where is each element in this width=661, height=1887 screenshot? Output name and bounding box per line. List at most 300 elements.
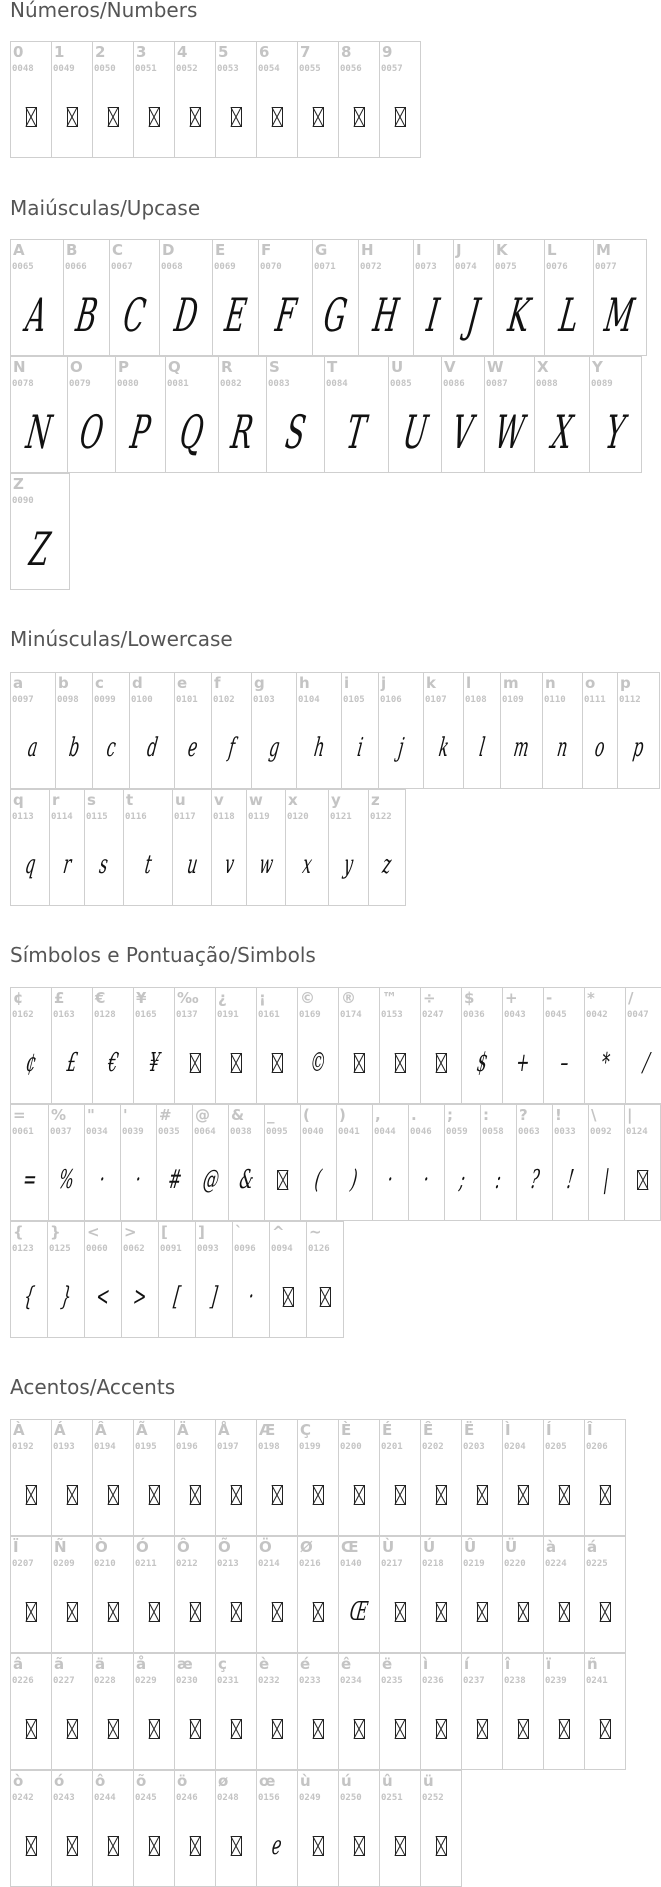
glyph-code-label: 0043 [504,1010,526,1020]
glyph-code-label: 0075 [495,262,517,272]
section-title-numbers: Números/Numbers [10,0,198,22]
glyph-code-label: 0093 [197,1244,219,1254]
glyph-sample-text: · [133,1164,144,1195]
glyph-code-label: 0074 [455,262,477,272]
glyph-code-label: 0248 [217,1793,239,1803]
glyph-character-label: & [231,1106,245,1124]
glyph-code-label: 0040 [302,1127,324,1137]
glyph-sample-text: = [20,1164,39,1195]
glyph-character-label: ã [54,1655,65,1673]
glyph-code-label: 0237 [463,1676,485,1686]
glyph-cell [544,239,594,356]
missing-glyph-icon [11,1805,51,1886]
glyph-character-label: ™ [382,989,397,1007]
glyph-sample [85,1256,121,1337]
glyph-code-label: 0234 [340,1676,362,1686]
glyph-code-label: 0211 [135,1559,157,1569]
glyph-code-label: 0226 [12,1676,34,1686]
glyph-sample [545,274,593,355]
glyph-sample [544,1022,584,1103]
missing-glyph-box-icon [231,1602,242,1622]
glyph-cell [420,987,462,1104]
glyph-code-label: 0045 [545,1010,567,1020]
glyph-sample-text: $ [474,1047,490,1078]
glyph-character-label: - [546,989,553,1007]
missing-glyph-box-icon [436,1719,447,1739]
glyph-sample-text: h [311,732,327,763]
glyph-sample [122,1256,158,1337]
glyph-character-label: ^ [272,1223,285,1241]
glyph-code-label: 0100 [131,695,153,705]
glyph-cell [10,1419,52,1536]
glyph-character-label: _ [267,1106,275,1124]
missing-glyph-box-icon [518,1485,529,1505]
glyph-code-label: 0061 [12,1127,34,1137]
missing-glyph-icon [421,1022,461,1103]
glyph-character-label: F [261,241,272,259]
glyph-cell [324,356,389,473]
glyph-sample [233,1256,269,1337]
glyph-sample [213,274,258,355]
glyph-row [10,789,406,906]
glyph-cell [502,1653,544,1770]
glyph-sample-text: w [257,849,275,880]
glyph-cell [500,672,543,789]
glyph-cell [10,1653,52,1770]
glyph-sample-text: J [464,287,483,342]
glyph-character-label: n [545,674,556,692]
missing-glyph-icon [52,1805,92,1886]
glyph-sample-text: # [165,1164,184,1195]
glyph-character-label: Ô [177,1538,190,1556]
glyph-cell [338,41,380,158]
glyph-character-label: ~ [309,1223,322,1241]
glyph-sample [297,707,341,788]
glyph-code-label: 0097 [12,695,34,705]
glyph-code-label: 0198 [258,1442,280,1452]
missing-glyph-icon [11,1571,51,1652]
glyph-sample [52,1022,92,1103]
glyph-sample-text: Q [176,404,208,459]
glyph-sample [590,391,641,472]
glyph-character-label: f [214,674,221,692]
glyph-cell [379,1653,421,1770]
glyph-code-label: 0078 [12,379,34,389]
glyph-character-label: K [496,241,508,259]
glyph-cell [133,41,175,158]
missing-glyph-box-icon [436,1602,447,1622]
missing-glyph-box-icon [108,1485,119,1505]
glyph-cell [174,672,212,789]
glyph-character-label: b [58,674,69,692]
glyph-code-label: 0228 [94,1676,116,1686]
glyph-sample [173,824,211,905]
glyph-cell [388,356,442,473]
glyph-character-label: û [382,1772,393,1790]
glyph-cell [378,672,424,789]
missing-glyph-box-icon [320,1287,331,1307]
missing-glyph-icon [134,1571,174,1652]
glyph-cell [10,1221,48,1338]
glyph-code-label: 0126 [308,1244,330,1254]
glyph-cell [493,239,545,356]
glyph-character-label: S [269,358,280,376]
glyph-row [10,987,661,1104]
glyph-character-label: H [361,241,374,259]
glyph-code-label: 0209 [53,1559,75,1569]
glyph-cell [211,672,252,789]
glyph-cell [115,356,166,473]
missing-glyph-box-icon [395,107,406,127]
glyph-cell [55,672,93,789]
glyph-sample-text: € [105,1047,121,1078]
glyph-cell [584,987,626,1104]
missing-glyph-box-icon [272,1602,283,1622]
glyph-code-label: 0083 [268,379,290,389]
glyph-code-label: 0243 [53,1793,75,1803]
glyph-cell [256,1419,298,1536]
missing-glyph-icon [339,1688,379,1769]
glyph-code-label: 0121 [330,812,352,822]
missing-glyph-icon [175,1454,215,1535]
missing-glyph-box-icon [231,1485,242,1505]
glyph-character-label: z [371,791,380,809]
glyph-code-label: 0071 [314,262,336,272]
glyph-character-label: Á [54,1421,66,1439]
glyph-cell [10,41,52,158]
glyph-code-label: 0042 [586,1010,608,1020]
glyph-cell [502,1419,544,1536]
glyph-sample [121,1139,156,1220]
glyph-character-label: M [596,241,611,259]
glyph-character-label: @ [195,1106,210,1124]
glyph-sample [329,824,368,905]
missing-glyph-box-icon [149,1602,160,1622]
glyph-cell [420,1653,462,1770]
missing-glyph-box-icon [190,1485,201,1505]
glyph-character-label: a [13,674,24,692]
glyph-cell [285,789,329,906]
glyph-cell [312,239,359,356]
missing-glyph-icon [544,1571,584,1652]
glyph-character-label: â [13,1655,24,1673]
missing-glyph-box-icon [190,1053,201,1073]
glyph-sample-text: o [593,732,607,763]
glyph-sample-text: x [300,849,314,880]
missing-glyph-icon [339,1454,379,1535]
glyph-code-label: 0076 [546,262,568,272]
glyph-sample [85,824,123,905]
missing-glyph-icon [339,1805,379,1886]
glyph-code-label: 0046 [410,1127,432,1137]
glyph-character-label: Ú [423,1538,436,1556]
glyph-code-label: 0062 [123,1244,145,1254]
glyph-cell [413,239,454,356]
glyph-sample [93,1022,133,1103]
missing-glyph-box-icon [190,1836,201,1856]
glyph-cell [51,1536,93,1653]
glyph-sample-text: R [228,404,257,459]
glyph-sample-text: ¢ [23,1047,39,1078]
glyph-sample [68,391,115,472]
glyph-code-label: 0072 [360,262,382,272]
missing-glyph-box-icon [108,1719,119,1739]
glyph-code-label: 0116 [125,812,147,822]
glyph-code-label: 0096 [234,1244,256,1254]
glyph-character-label: ñ [587,1655,598,1673]
glyph-sample [424,707,463,788]
glyph-sample-text: | [601,1164,612,1195]
glyph-code-label: 0193 [53,1442,75,1452]
glyph-sample [535,391,589,472]
glyph-sample-text: · [385,1164,396,1195]
glyph-cell [328,789,369,906]
glyph-sample-text: z [380,849,394,880]
glyph-character-label: y [331,791,341,809]
glyph-code-label: 0251 [381,1793,403,1803]
glyph-cell [420,1770,462,1887]
glyph-sample [259,274,312,355]
glyph-cell [84,1221,122,1338]
glyph-cell [617,672,660,789]
glyph-sample-text: ! [565,1164,576,1195]
glyph-sample-text: f [226,732,237,763]
glyph-character-label: Z [13,475,24,493]
glyph-code-label: 0115 [86,812,108,822]
glyph-code-label: 0194 [94,1442,116,1452]
glyph-code-label: 0220 [504,1559,526,1569]
missing-glyph-box-icon [354,1719,365,1739]
missing-glyph-icon [298,76,338,157]
glyph-code-label: 0216 [299,1559,321,1569]
glyph-character-label: + [505,989,518,1007]
missing-glyph-box-icon [272,1485,283,1505]
missing-glyph-icon [134,76,174,157]
glyph-cell [92,1653,134,1770]
glyph-character-label: { [13,1223,24,1241]
glyph-character-label: ; [447,1106,453,1124]
glyph-code-label: 0137 [176,1010,198,1020]
glyph-character-label: O [70,358,83,376]
glyph-code-label: 0065 [12,262,34,272]
glyph-sample-text: ¥ [146,1047,162,1078]
glyph-sample [325,391,388,472]
glyph-code-label: 0039 [122,1127,144,1137]
glyph-character-label: © [300,989,315,1007]
glyph-sample-text: m [511,732,532,763]
glyph-code-label: 0212 [176,1559,198,1569]
glyph-code-label: 0124 [626,1127,648,1137]
missing-glyph-icon [257,1022,297,1103]
glyph-code-label: 0247 [422,1010,444,1020]
glyph-cell [463,672,501,789]
missing-glyph-box-icon [149,107,160,127]
missing-glyph-icon [11,1688,51,1769]
glyph-code-label: 0094 [271,1244,293,1254]
glyph-code-label: 0050 [94,64,116,74]
glyph-sample-text: W [491,404,528,459]
glyph-sample [389,391,441,472]
glyph-cell [408,1104,445,1221]
glyph-sample [11,1139,48,1220]
missing-glyph-box-icon [67,107,78,127]
missing-glyph-icon [216,1454,256,1535]
glyph-character-label: [ [161,1223,168,1241]
glyph-cell [358,239,414,356]
glyph-sample [175,707,211,788]
missing-glyph-box-icon [190,107,201,127]
glyph-character-label: À [13,1421,25,1439]
glyph-cell [174,1536,216,1653]
glyph-code-label: 0059 [446,1127,468,1137]
glyph-cell [461,987,503,1104]
glyph-character-label: ' [123,1106,128,1124]
glyph-cell [441,356,485,473]
glyph-sample-text: O [76,404,107,459]
glyph-character-label: V [444,358,456,376]
missing-glyph-icon [503,1571,543,1652]
glyph-cell [444,1104,481,1221]
missing-glyph-icon [421,1805,461,1886]
glyph-sample-text: g [266,732,282,763]
glyph-cell [379,1536,421,1653]
glyph-sample-text: ? [528,1164,541,1195]
glyph-character-label: < [87,1223,100,1241]
glyph-character-label: ú [341,1772,352,1790]
glyph-code-label: 0204 [504,1442,526,1452]
missing-glyph-box-icon [190,1719,201,1739]
glyph-cell [582,672,618,789]
glyph-character-label: 7 [300,43,311,61]
glyph-code-label: 0162 [12,1010,34,1020]
glyph-row [10,356,642,473]
glyph-character-label: > [124,1223,137,1241]
missing-glyph-icon [503,1688,543,1769]
glyph-character-label: E [215,241,226,259]
missing-glyph-box-icon [231,1836,242,1856]
glyph-cell [297,1653,339,1770]
glyph-sample-text: / [641,1047,651,1078]
glyph-cell [588,1104,625,1221]
missing-glyph-icon [503,1454,543,1535]
glyph-code-label: 0191 [217,1010,239,1020]
glyph-character-label: å [136,1655,147,1673]
glyph-sample [517,1139,552,1220]
glyph-cell [133,987,175,1104]
glyph-sample-text: T [343,404,370,459]
glyph-sample [494,274,544,355]
missing-glyph-box-icon [67,1836,78,1856]
glyph-sample [160,274,212,355]
missing-glyph-icon [298,1454,338,1535]
glyph-sample [196,1256,232,1337]
glyph-cell [423,672,464,789]
glyph-sample-text: X [548,404,576,459]
glyph-cell [624,1104,661,1221]
glyph-sample [50,824,84,905]
glyph-character-label: v [214,791,224,809]
glyph-character-label: 4 [177,43,188,61]
missing-glyph-box-icon [67,1602,78,1622]
glyph-character-label: Ä [177,1421,189,1439]
missing-glyph-box-icon [354,107,365,127]
glyph-character-label: Y [592,358,603,376]
glyph-sample [229,1139,264,1220]
glyph-sample-text: ; [457,1164,468,1195]
glyph-cell [453,239,494,356]
glyph-sample-text: b [66,732,82,763]
glyph-cell [51,987,93,1104]
glyph-cell [10,1536,52,1653]
glyph-cell [297,987,339,1104]
glyph-character-label: ô [95,1772,106,1790]
glyph-code-label: 0250 [340,1793,362,1803]
glyph-code-label: 0128 [94,1010,116,1020]
glyph-character-label: ) [339,1106,346,1124]
glyph-sample-text: k [436,732,451,763]
glyph-character-label: m [503,674,519,692]
missing-glyph-icon [462,1571,502,1652]
missing-glyph-box-icon [149,1719,160,1739]
glyph-cell [296,672,342,789]
glyph-sample-text: s [97,849,111,880]
glyph-sample [313,274,358,355]
glyph-cell [67,356,116,473]
glyph-character-label: W [487,358,504,376]
missing-glyph-icon [52,1454,92,1535]
glyph-character-label: Ò [95,1538,108,1556]
glyph-cell [264,1104,301,1221]
glyph-code-label: 0165 [135,1010,157,1020]
glyph-cell [502,1536,544,1653]
glyph-character-label: B [66,241,78,259]
glyph-cell [228,1104,265,1221]
missing-glyph-icon [216,1571,256,1652]
glyph-sample [585,1022,625,1103]
missing-glyph-box-icon [67,1719,78,1739]
glyph-code-label: 0095 [266,1127,288,1137]
glyph-sample-text: M [602,287,638,342]
glyph-sample-text: a [26,732,40,763]
glyph-code-label: 0112 [619,695,641,705]
glyph-character-label: Ö [259,1538,272,1556]
missing-glyph-icon [11,76,51,157]
glyph-character-label: è [259,1655,270,1673]
glyph-code-label: 0246 [176,1793,198,1803]
glyph-character-label: œ [259,1772,276,1790]
glyph-code-label: 0068 [161,262,183,272]
glyph-cell [297,41,339,158]
glyph-character-label: 1 [54,43,65,61]
missing-glyph-icon [93,76,133,157]
glyph-character-label: ù [300,1772,311,1790]
glyph-sample [339,1571,379,1652]
glyph-cell [516,1104,553,1221]
section-title-lowercase: Minúsculas/Lowercase [10,627,233,651]
glyph-cell [109,239,160,356]
glyph-cell [51,1653,93,1770]
glyph-cell [48,1104,85,1221]
glyph-cell [297,1419,339,1536]
glyph-cell [92,672,130,789]
glyph-sample-text: – [557,1047,571,1078]
glyph-sample [247,824,285,905]
missing-glyph-icon [134,1454,174,1535]
missing-glyph-box-icon [190,1602,201,1622]
glyph-character-label: X [537,358,549,376]
glyph-sample-text: G [320,287,351,342]
glyph-code-label: 0201 [381,1442,403,1452]
